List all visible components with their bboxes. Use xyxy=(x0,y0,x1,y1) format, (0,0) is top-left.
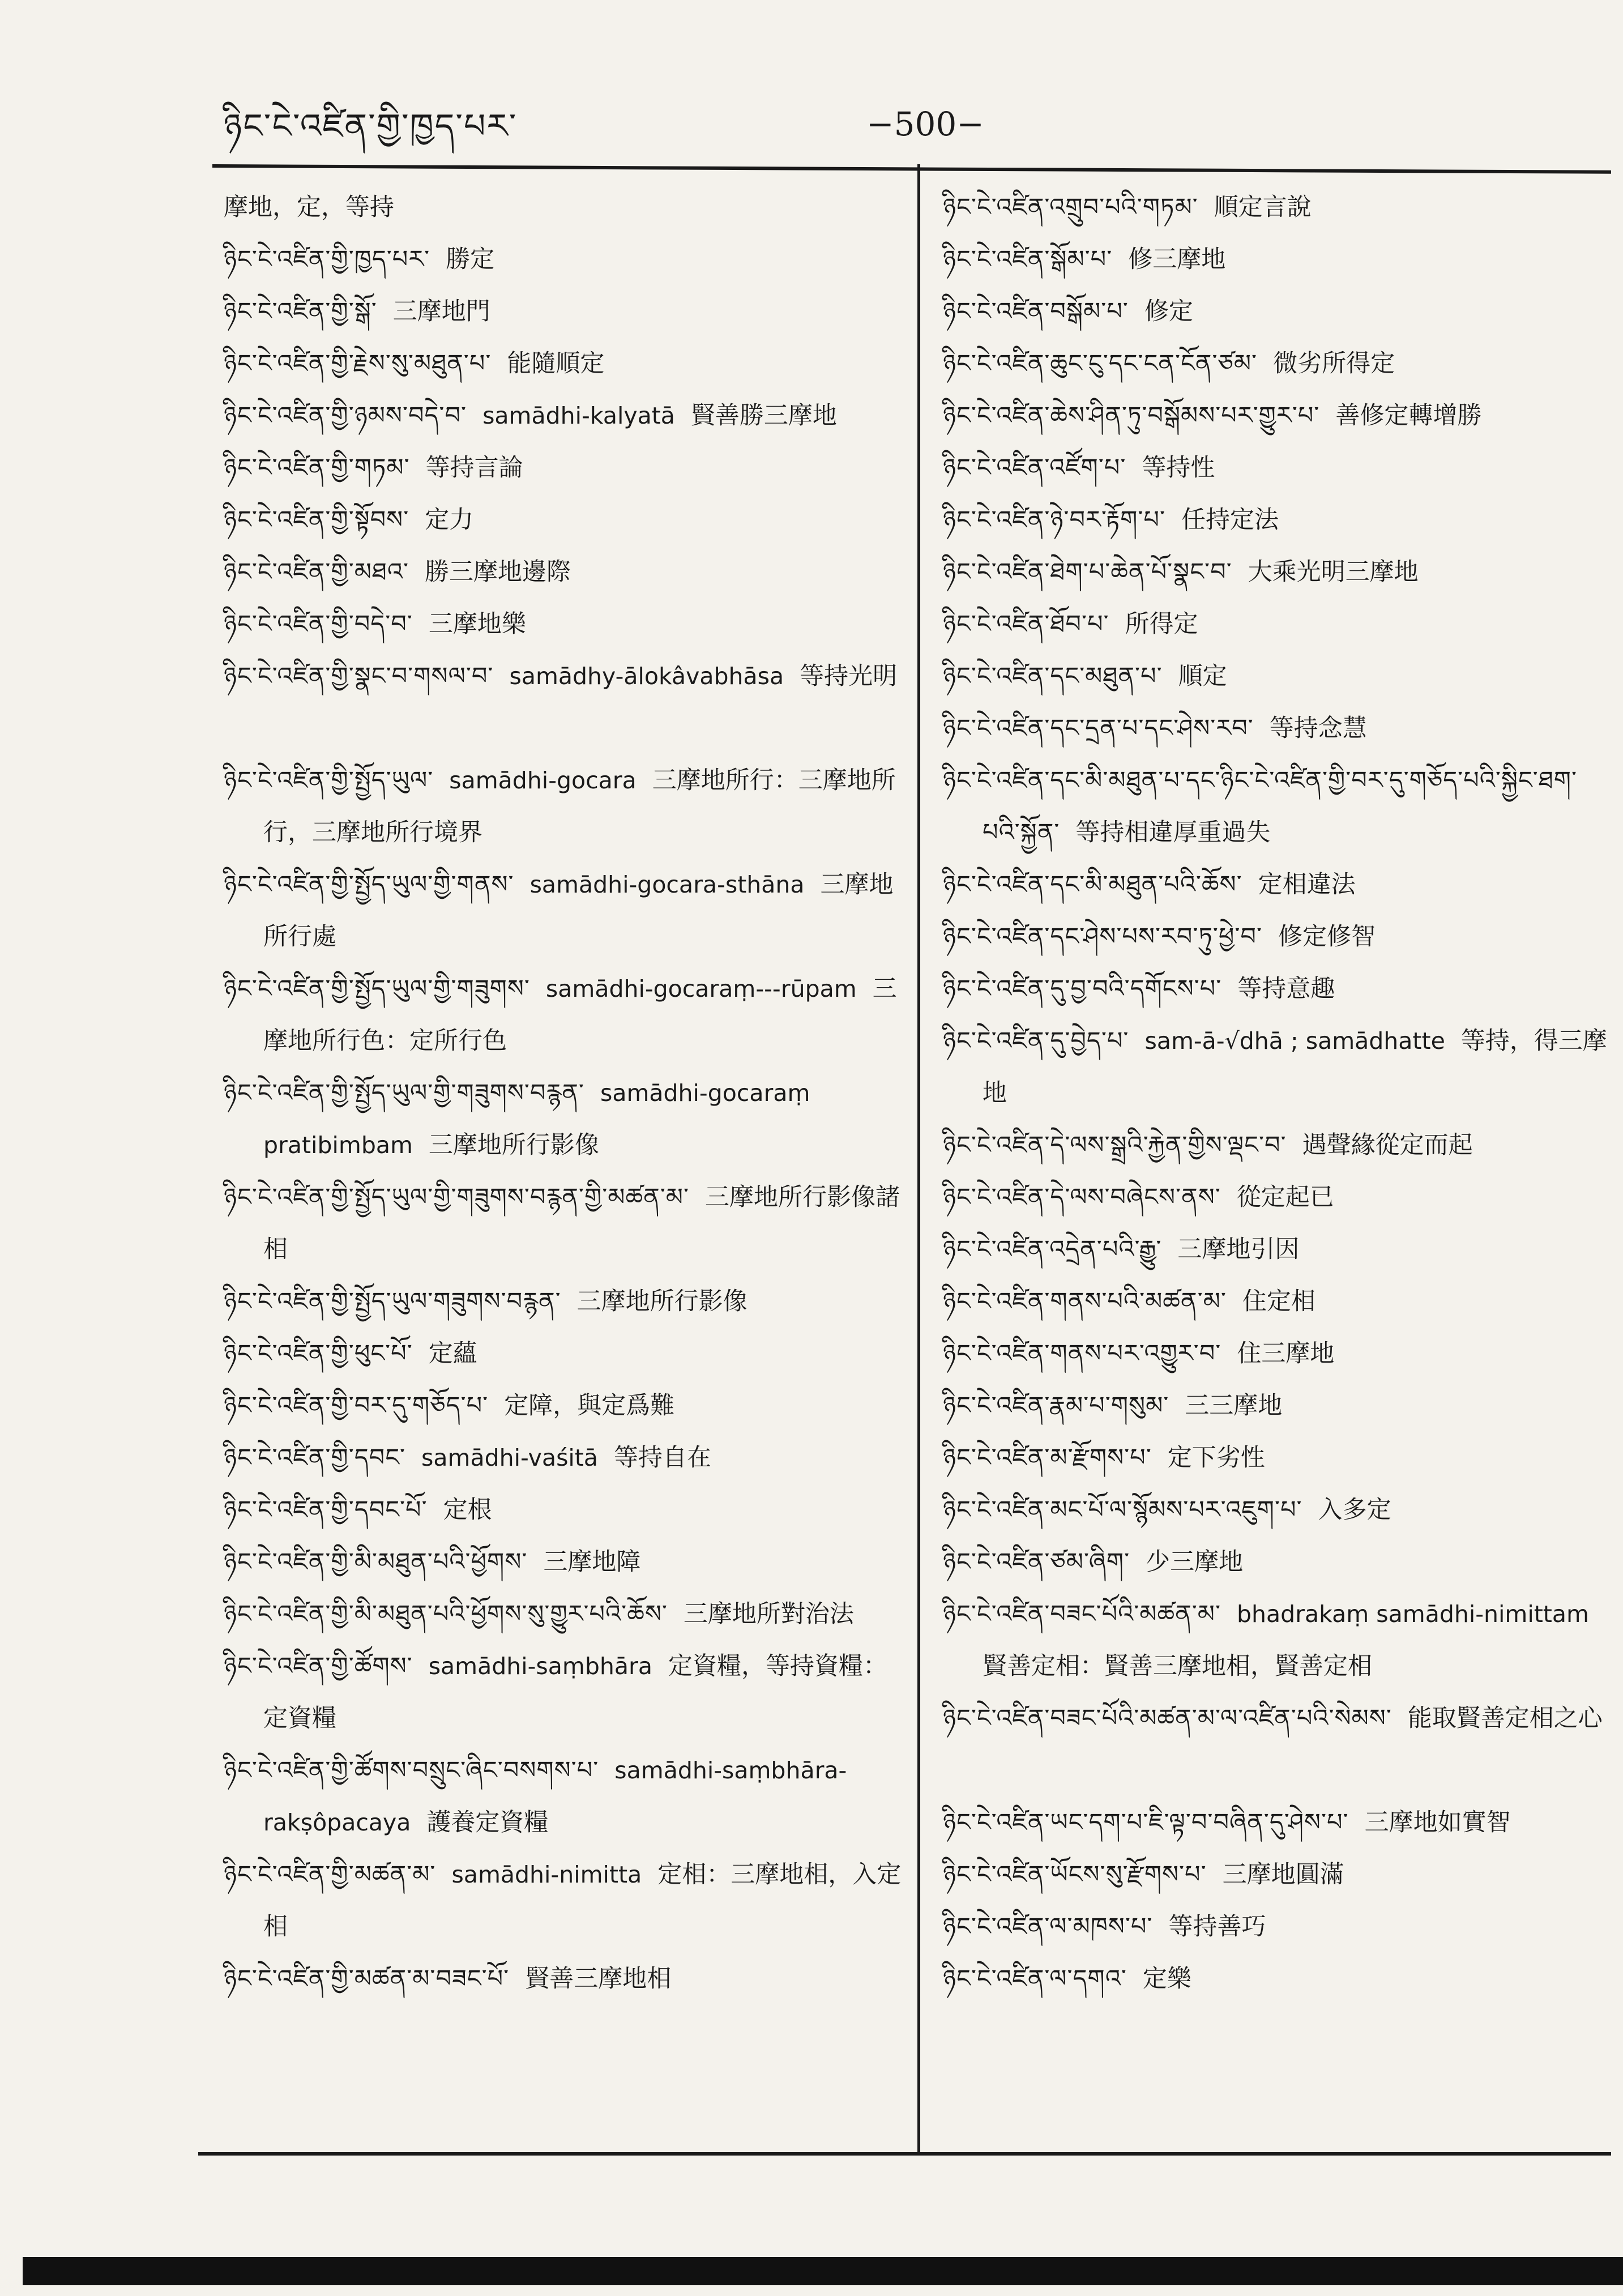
page-number: −500− xyxy=(866,105,984,143)
tibetan-headword: ཉིང་ངེ་འཛིན་གྱི་དབང་པོ་ xyxy=(224,1496,428,1524)
sanskrit-equivalent: bhadrakaṃ samādhi-nimittam xyxy=(1237,1601,1589,1628)
right-column xyxy=(943,181,1608,2005)
tibetan-headword: ཉིང་ངེ་འཛིན་གྱི་མཚན་མ་བཟང་པོ་ xyxy=(224,1965,510,1993)
tibetan-headword: ཉིང་ངེ་འཛིན་གྱི་ཉམས་བདེ་བ་ xyxy=(224,402,467,430)
chinese-gloss: 任持定法 xyxy=(1181,506,1279,534)
chinese-gloss: 等持念慧 xyxy=(1269,714,1367,742)
chinese-gloss: 勝三摩地邊際 xyxy=(425,558,571,586)
chinese-gloss: 遇聲緣從定而起 xyxy=(1302,1131,1473,1159)
tibetan-headword: ཉིང་ངེ་འཛིན་འགྲུབ་པའི་གཏམ་ xyxy=(943,193,1198,221)
dictionary-entry xyxy=(224,1328,903,1380)
chinese-gloss: 善修定轉增勝 xyxy=(1335,402,1482,430)
chinese-gloss: 三摩地如實智 xyxy=(1364,1808,1511,1837)
tibetan-headword: ཉིང་ངེ་འཛིན་དང་མི་མཐུན་པ་དང་ཉིང་ངེ་འཛིན་གྱི་བར་དུ་གཅོད་པའི་སྐྱིང་ཐག་པའི་སྐྱོན་ xyxy=(943,766,1577,847)
chinese-gloss: 住三摩地 xyxy=(1237,1339,1335,1368)
sanskrit-equivalent: samādhi-gocara xyxy=(449,767,637,794)
tibetan-headword: ཉིང་ངེ་འཛིན་དང་ཤེས་པས་རབ་ཏུ་ཕྱེ་བ་ xyxy=(943,923,1263,951)
sanskrit-equivalent: samādhi-gocaraṃ pratibimbam xyxy=(263,1079,810,1159)
chinese-gloss: 三摩地所行影像諸相 xyxy=(263,1183,900,1264)
chinese-gloss: 三摩地障 xyxy=(543,1548,641,1576)
dictionary-entry xyxy=(224,1432,903,1484)
tibetan-headword: ཉིང་ངེ་འཛིན་འདྲེན་པའི་རྒྱུ་ xyxy=(943,1235,1162,1264)
chinese-gloss: 三摩地樂 xyxy=(428,610,526,638)
dictionary-entry xyxy=(224,181,903,233)
chinese-gloss: 等持言論 xyxy=(425,454,523,482)
chinese-gloss: 等持，得三摩地 xyxy=(983,1027,1607,1107)
dictionary-entry xyxy=(943,1796,1608,1849)
chinese-gloss: 定資糧，等持資糧：定資糧 xyxy=(263,1652,887,1732)
chinese-gloss: 修三摩地 xyxy=(1128,245,1226,274)
tibetan-headword: ཉིང་ངེ་འཛིན་གྱི་སྤྱོད་ཡུལ་གྱི་གཟུགས་བརྙན་གྱི་མཚན་མ་ xyxy=(224,1183,689,1211)
dictionary-entry xyxy=(224,963,903,1067)
running-head: ཉིང་ངེ་འཛིན་གྱི་ཁྱད་པར་ xyxy=(224,106,518,146)
chinese-gloss: 入多定 xyxy=(1318,1496,1391,1524)
chinese-gloss: 定下劣性 xyxy=(1167,1444,1265,1472)
dictionary-entry xyxy=(943,754,1608,859)
dictionary-entry xyxy=(943,1119,1608,1171)
dictionary-entry xyxy=(943,1432,1608,1484)
dictionary-entry xyxy=(224,1380,903,1432)
chinese-gloss: 大乘光明三摩地 xyxy=(1248,558,1419,586)
tibetan-headword: ཉིང་ངེ་འཛིན་ཆེས་ཤིན་ཏུ་བསྒོམས་པར་གྱུར་པ་ xyxy=(943,402,1320,430)
chinese-gloss: 等持自在 xyxy=(614,1444,712,1472)
dictionary-entry xyxy=(224,233,903,285)
dictionary-entry xyxy=(943,181,1608,233)
chinese-gloss: 等持相違厚重過失 xyxy=(1075,818,1271,847)
tibetan-headword: ཉིང་ངེ་འཛིན་གྱི་སྤྱོད་ཡུལ་གཟུགས་བརྙན་ xyxy=(224,1287,561,1316)
chinese-gloss: 能隨順定 xyxy=(507,349,605,378)
tibetan-headword: ཉིང་ངེ་འཛིན་གནས་པའི་མཚན་མ་ xyxy=(943,1287,1227,1316)
tibetan-headword: ཉིང་ངེ་འཛིན་དུ་བྱེད་པ་ xyxy=(943,1027,1129,1055)
tibetan-headword: ཉིང་ངེ་འཛིན་གྱི་ཁྱད་པར་ xyxy=(224,245,430,274)
tibetan-headword: ཉིང་ངེ་འཛིན་ཐེག་པ་ཆེན་པོ་སྣང་བ་ xyxy=(943,558,1232,586)
dictionary-entry xyxy=(943,285,1608,338)
tibetan-headword: ཉིང་ངེ་འཛིན་གྱི་ཕུང་པོ་ xyxy=(224,1339,413,1368)
dictionary-entry xyxy=(943,1692,1608,1796)
chinese-gloss: 順定言說 xyxy=(1214,193,1312,221)
dictionary-entry xyxy=(224,598,903,650)
tibetan-headword: ཉིང་ངེ་འཛིན་དེ་ལས་སྒྲའི་རྐྱེན་གྱིས་ལྡང་བ་ xyxy=(943,1131,1287,1159)
dictionary-entry xyxy=(943,702,1608,754)
dictionary-entry xyxy=(224,1536,903,1588)
chinese-gloss: 住定相 xyxy=(1242,1287,1316,1316)
chinese-gloss: 少三摩地 xyxy=(1146,1548,1244,1576)
tibetan-headword: ཉིང་ངེ་འཛིན་བསྒོམ་པ་ xyxy=(943,297,1129,326)
chinese-gloss: 定蘊 xyxy=(428,1339,477,1368)
chinese-gloss: 能取賢善定相之心 xyxy=(1407,1704,1603,1732)
chinese-gloss: 微劣所得定 xyxy=(1273,349,1395,378)
sanskrit-equivalent: samādhi-gocara-sthāna xyxy=(529,871,805,898)
tibetan-headword: ཉིང་ངེ་འཛིན་དང་མཐུན་པ་ xyxy=(943,662,1163,690)
tibetan-headword: ཉིང་ངེ་འཛིན་གྱི་སྣང་བ་གསལ་བ་ xyxy=(224,662,494,690)
tibetan-headword: ཉིང་ངེ་འཛིན་སྒོམ་པ་ xyxy=(943,245,1113,274)
tibetan-headword: ཉིང་ངེ་འཛིན་དང་མི་མཐུན་པའི་ཆོས་ xyxy=(943,870,1242,899)
chinese-gloss: 賢善三摩地相 xyxy=(525,1965,672,1993)
dictionary-entry xyxy=(943,1484,1608,1536)
chinese-gloss: 三摩地所行：三摩地所行，三摩地所行境界 xyxy=(263,766,896,847)
chinese-gloss: 摩地，定，等持 xyxy=(224,193,394,221)
tibetan-headword: ཉིང་ངེ་འཛིན་ཐོབ་པ་ xyxy=(943,610,1109,638)
tibetan-headword: ཉིང་ངེ་འཛིན་དང་དྲན་པ་དང་ཤེས་རབ་ xyxy=(943,714,1254,742)
dictionary-entry xyxy=(224,338,903,390)
sanskrit-equivalent: samādhi-kalyatā xyxy=(482,402,675,429)
tibetan-headword: ཉིང་ངེ་འཛིན་གྱི་སྤྱོད་ཡུལ་གྱི་གཟུགས་བརྙན་ xyxy=(224,1079,584,1107)
tibetan-headword: ཉིང་ངེ་འཛིན་གྱི་སྒོ་ xyxy=(224,297,377,326)
dictionary-entry xyxy=(943,1328,1608,1380)
dictionary-entry xyxy=(224,1484,903,1536)
dictionary-entry xyxy=(224,1171,903,1275)
chinese-gloss: 修定 xyxy=(1144,297,1193,326)
tibetan-headword: ཉིང་ངེ་འཛིན་རྣམ་པ་གསུམ་ xyxy=(943,1392,1169,1420)
dictionary-entry xyxy=(943,442,1608,494)
dictionary-entry xyxy=(224,650,903,754)
dictionary-entry xyxy=(943,1275,1608,1328)
tibetan-headword: ཉིང་ངེ་འཛིན་གྱི་མི་མཐུན་པའི་ཕྱོགས་སུ་གྱུར་པའི་ཆོས་ xyxy=(224,1600,668,1628)
dictionary-entry xyxy=(224,546,903,598)
chinese-gloss: 等持性 xyxy=(1142,454,1215,482)
chinese-gloss: 從定起已 xyxy=(1236,1183,1334,1211)
chinese-gloss: 三摩地所行處 xyxy=(263,870,894,951)
dictionary-entry xyxy=(943,338,1608,390)
tibetan-headword: ཉིང་ངེ་འཛིན་ཡོངས་སུ་རྫོགས་པ་ xyxy=(943,1860,1207,1889)
dictionary-entry xyxy=(943,1223,1608,1275)
chinese-gloss: 定力 xyxy=(425,506,474,534)
chinese-gloss: 勝定 xyxy=(446,245,495,274)
chinese-gloss: 等持意趣 xyxy=(1237,975,1335,1003)
dictionary-entry xyxy=(943,1536,1608,1588)
dictionary-entry xyxy=(943,390,1608,442)
dictionary-entry xyxy=(224,1067,903,1171)
chinese-gloss: 賢善定相：賢善三摩地相，賢善定相 xyxy=(983,1652,1372,1680)
tibetan-headword: ཉིང་ངེ་འཛིན་གྱི་རྗེས་སུ་མཐུན་པ་ xyxy=(224,349,492,378)
dictionary-entry xyxy=(943,650,1608,702)
chinese-gloss: 定障，與定爲難 xyxy=(504,1392,675,1420)
chinese-gloss: 等持光明 xyxy=(800,662,898,690)
tibetan-headword: ཉིང་ངེ་འཛིན་བཟང་པོའི་མཚན་མ་ xyxy=(943,1600,1221,1628)
sanskrit-equivalent: samādhi-saṃbhāra xyxy=(428,1653,652,1680)
dictionary-entry xyxy=(943,1849,1608,1901)
sanskrit-equivalent: samādhi-saṃbhāra-rakṣôpacaya xyxy=(263,1757,847,1836)
chinese-gloss: 定相違法 xyxy=(1258,870,1356,899)
dictionary-entry xyxy=(943,1953,1608,2005)
tibetan-headword: ཉིང་ངེ་འཛིན་གྱི་མཚན་མ་ xyxy=(224,1860,436,1889)
tibetan-headword: ཉིང་ངེ་འཛིན་གནས་པར་འགྱུར་བ་ xyxy=(943,1339,1221,1368)
dictionary-entry xyxy=(943,859,1608,911)
tibetan-headword: ཉིང་ངེ་འཛིན་ཆུང་ངུ་དང་ངན་ངོན་ཙམ་ xyxy=(943,349,1258,378)
chinese-gloss: 等持善巧 xyxy=(1168,1913,1266,1941)
chinese-gloss: 所得定 xyxy=(1125,610,1198,638)
dictionary-entry xyxy=(943,598,1608,650)
dictionary-entry xyxy=(224,1744,903,1849)
tibetan-headword: ཉིང་ངེ་འཛིན་གྱི་སྟོབས་ xyxy=(224,506,409,534)
tibetan-headword: ཉིང་ངེ་འཛིན་ལ་མཁས་པ་ xyxy=(943,1913,1153,1941)
dictionary-entry xyxy=(943,963,1608,1015)
dictionary-entry xyxy=(224,494,903,546)
tibetan-headword: ཉིང་ངེ་འཛིན་གྱི་དབང་ xyxy=(224,1444,406,1472)
dictionary-entry xyxy=(943,546,1608,598)
chinese-gloss: 三摩地引因 xyxy=(1177,1235,1300,1264)
tibetan-headword: ཉིང་ངེ་འཛིན་གྱི་བར་དུ་གཅོད་པ་ xyxy=(224,1392,489,1420)
dictionary-entry xyxy=(224,1275,903,1328)
dictionary-entry xyxy=(943,233,1608,285)
chinese-gloss: 修定修智 xyxy=(1278,923,1376,951)
dictionary-entry xyxy=(224,442,903,494)
tibetan-headword: ཉིང་ངེ་འཛིན་ཙམ་ཞིག་ xyxy=(943,1548,1130,1576)
tibetan-headword: ཉིང་ངེ་འཛིན་གྱི་སྤྱོད་ཡུལ་གྱི་གཟུགས་ xyxy=(224,975,530,1003)
dictionary-entry xyxy=(943,1901,1608,1953)
dictionary-entry xyxy=(943,494,1608,546)
dictionary-entry xyxy=(224,1588,903,1640)
tibetan-headword: ཉིང་ངེ་འཛིན་གྱི་ཚོགས་ xyxy=(224,1652,413,1680)
scan-edge-bar xyxy=(23,2257,1623,2285)
dictionary-entry xyxy=(224,390,903,442)
sanskrit-equivalent: samādhi-gocaraṃ---rūpam xyxy=(545,975,857,1002)
tibetan-headword: ཉིང་ངེ་འཛིན་དེ་ལས་བཞེངས་ནས་ xyxy=(943,1183,1221,1211)
tibetan-headword: ཉིང་ངེ་འཛིན་གྱི་སྤྱོད་ཡུལ་ xyxy=(224,766,434,795)
sanskrit-equivalent: samādhi-nimitta xyxy=(451,1861,642,1888)
tibetan-headword: ཉིང་ངེ་འཛིན་མང་པོ་ལ་སྙོམས་པར་འཇུག་པ་ xyxy=(943,1496,1302,1524)
dictionary-entry xyxy=(224,1953,903,2005)
chinese-gloss: 賢善勝三摩地 xyxy=(690,402,837,430)
chinese-gloss: 三摩地所行影像 xyxy=(576,1287,748,1316)
tibetan-headword: ཉིང་ངེ་འཛིན་ཉེ་བར་རྟོག་པ་ xyxy=(943,506,1166,534)
chinese-gloss: 定根 xyxy=(443,1496,492,1524)
chinese-gloss: 三摩地圓滿 xyxy=(1222,1860,1344,1889)
chinese-gloss: 定相：三摩地相，入定相 xyxy=(263,1860,902,1941)
dictionary-entry xyxy=(943,1015,1608,1119)
dictionary-entry xyxy=(224,1640,903,1744)
dictionary-entry xyxy=(943,1588,1608,1692)
sanskrit-equivalent: sam-ā-√dhā ; samādhatte xyxy=(1144,1027,1445,1055)
chinese-gloss: 三摩地所行影像 xyxy=(428,1131,599,1159)
chinese-gloss: 順定 xyxy=(1178,662,1227,690)
tibetan-headword: ཉིང་ངེ་འཛིན་གྱི་གཏམ་ xyxy=(224,454,410,482)
tibetan-headword: ཉིང་ངེ་འཛིན་དུ་བྱ་བའི་དགོངས་པ་ xyxy=(943,975,1222,1003)
tibetan-headword: ཉིང་ངེ་འཛིན་ལ་དགའ་ xyxy=(943,1965,1127,1993)
tibetan-headword: ཉིང་ངེ་འཛིན་གྱི་མི་མཐུན་པའི་ཕྱོགས་ xyxy=(224,1548,528,1576)
tibetan-headword: ཉིང་ངེ་འཛིན་གྱི་བདེ་བ་ xyxy=(224,610,413,638)
tibetan-headword: ཉིང་ངེ་འཛིན་གྱི་སྤྱོད་ཡུལ་གྱི་གནས་ xyxy=(224,870,514,899)
bottom-rule xyxy=(198,2152,1611,2156)
tibetan-headword: ཉིང་ངེ་འཛིན་བཟང་པོའི་མཚན་མ་ལ་འཛིན་པའི་སེམས་ xyxy=(943,1704,1392,1732)
tibetan-headword: ཉིང་ངེ་འཛིན་ཡང་དག་པ་ཇི་ལྟ་བ་བཞིན་དུ་ཤེས་པ་ xyxy=(943,1808,1349,1837)
chinese-gloss: 護養定資糧 xyxy=(426,1808,549,1837)
sanskrit-equivalent: samādhi-vaśitā xyxy=(421,1444,599,1471)
dictionary-entry xyxy=(943,1171,1608,1223)
tibetan-headword: ཉིང་ངེ་འཛིན་འཛོག་པ་ xyxy=(943,454,1126,482)
dictionary-entry xyxy=(224,754,903,859)
dictionary-entry xyxy=(224,285,903,338)
column-divider xyxy=(917,164,920,2152)
left-column xyxy=(224,181,903,2005)
tibetan-headword: ཉིང་ངེ་འཛིན་མ་རྫོགས་པ་ xyxy=(943,1444,1152,1472)
dictionary-entry xyxy=(224,1849,903,1953)
dictionary-entry xyxy=(943,1380,1608,1432)
chinese-gloss: 三摩地所行色：定所行色 xyxy=(263,975,897,1055)
chinese-gloss: 三三摩地 xyxy=(1185,1392,1283,1420)
chinese-gloss: 三摩地門 xyxy=(392,297,490,326)
chinese-gloss: 定樂 xyxy=(1142,1965,1191,1993)
chinese-gloss: 三摩地所對治法 xyxy=(683,1600,854,1628)
dictionary-entry xyxy=(943,911,1608,963)
tibetan-headword: ཉིང་ངེ་འཛིན་གྱི་མཐའ་ xyxy=(224,558,409,586)
tibetan-headword: ཉིང་ངེ་འཛིན་གྱི་ཚོགས་བསྲུང་ཞིང་བསགས་པ་ xyxy=(224,1756,599,1785)
sanskrit-equivalent: samādhy-ālokâvabhāsa xyxy=(509,663,784,690)
dictionary-entry xyxy=(224,859,903,963)
